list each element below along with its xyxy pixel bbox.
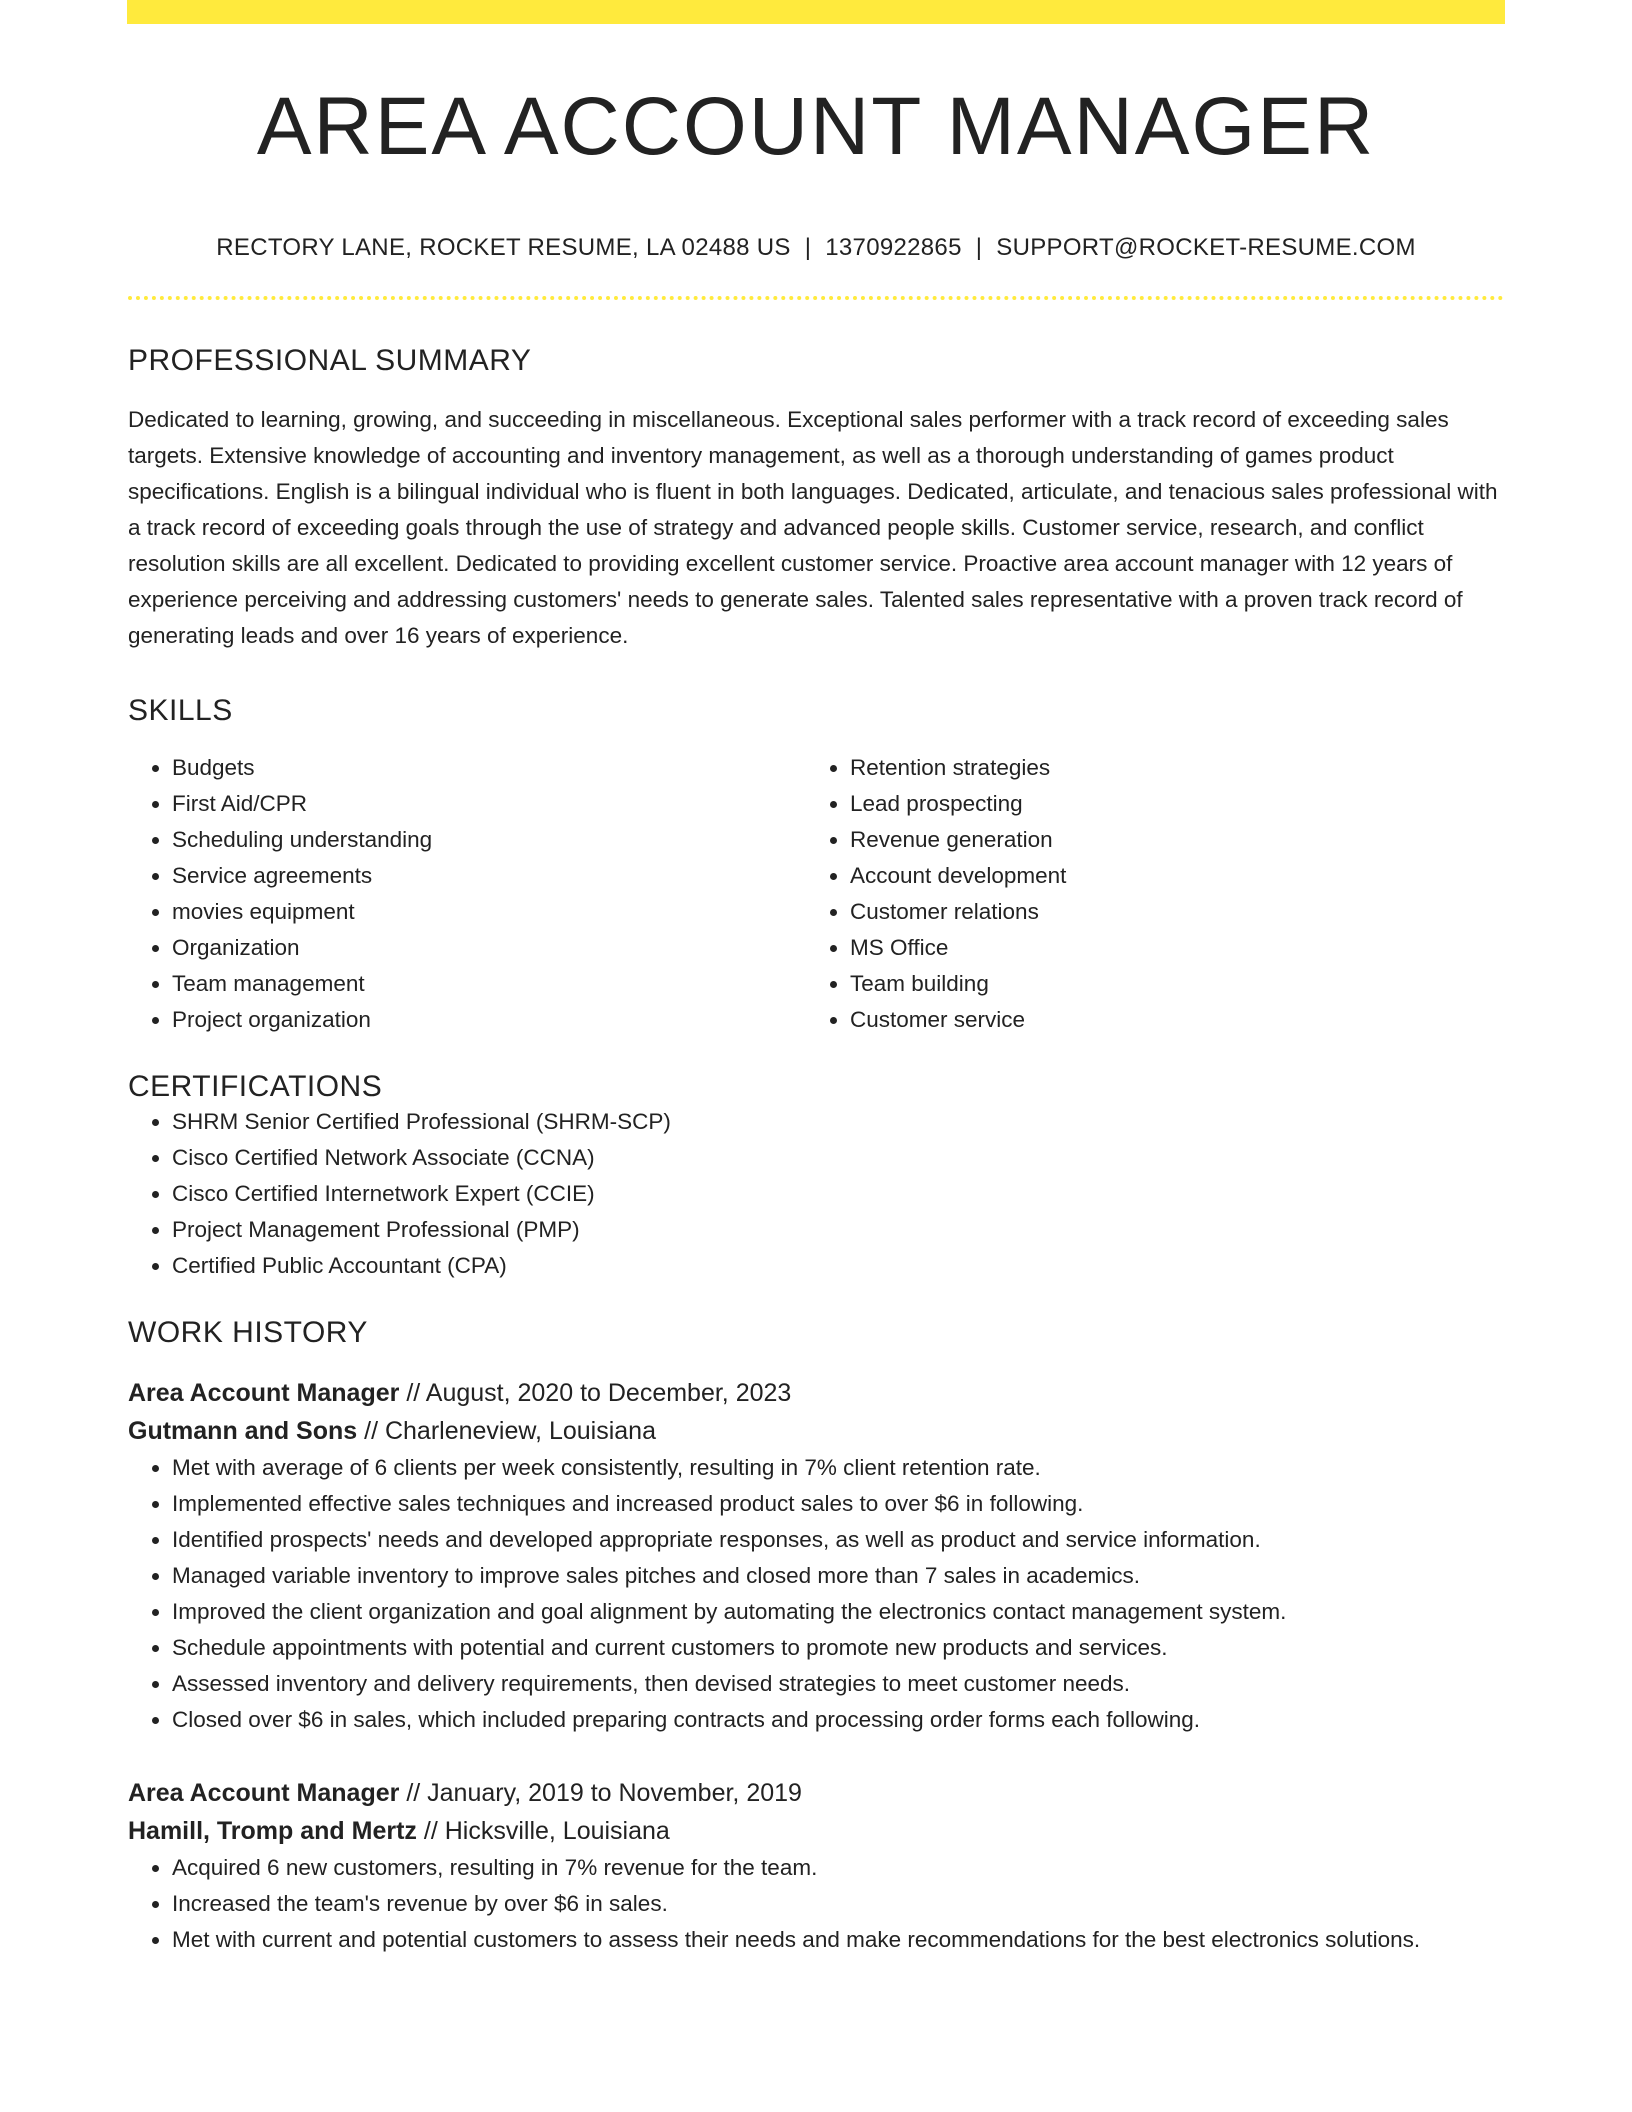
job-bullet-list: [128, 1850, 1504, 1958]
skills-list-left: [128, 750, 806, 1038]
contact-separator: |: [975, 234, 983, 261]
contact-line: [128, 234, 1504, 262]
skill-item: • Account development: [850, 858, 1484, 894]
dotted-divider: [128, 296, 1504, 300]
certification-item: • Cisco Certified Internetwork Expert (CCIE): [172, 1176, 1504, 1212]
job-bullet: • Schedule appointments with potential and current customers to promote new products and services.: [172, 1630, 1504, 1666]
work-history-list: [128, 1374, 1504, 1958]
skill-item: • Customer relations: [850, 894, 1484, 930]
skill-item: • MS Office: [850, 930, 1484, 966]
certification-item: • SHRM Senior Certified Professional (SHRM-SCP): [172, 1104, 1504, 1140]
certification-item: • Cisco Certified Network Associate (CCNA): [172, 1140, 1504, 1176]
job-bullet: • Increased the team's revenue by over $6 in sales.: [172, 1886, 1504, 1922]
job-company: Gutmann and Sons: [128, 1417, 358, 1445]
work-history-heading: WORK HISTORY: [128, 1316, 368, 1349]
skills-columns: [128, 750, 1504, 1038]
top-accent-bar: [127, 0, 1505, 24]
contact-email: SUPPORT@ROCKET-RESUME.COM: [996, 234, 1416, 261]
job-company-line: [128, 1812, 1504, 1850]
job-dates: // August, 2020 to December, 2023: [399, 1379, 792, 1407]
job-bullet: • Met with current and potential customers to assess their needs and make recommendations for the best electronics solutions.: [172, 1922, 1504, 1958]
job-bullet: • Implemented effective sales techniques and increased product sales to over $6 in following.: [172, 1486, 1504, 1522]
job-bullet: • Identified prospects' needs and developed appropriate responses, as well as product and service information.: [172, 1522, 1504, 1558]
certification-item: • Project Management Professional (PMP): [172, 1212, 1504, 1248]
skill-item: • Organization: [172, 930, 806, 966]
job-company: Hamill, Tromp and Mertz: [128, 1817, 417, 1845]
job-location: // Charleneview, Louisiana: [357, 1417, 656, 1445]
job-role: Area Account Manager: [128, 1779, 400, 1807]
skill-item: • Team building: [850, 966, 1484, 1002]
resume-title: AREA ACCOUNT MANAGER: [256, 81, 1376, 172]
skills-heading: SKILLS: [128, 694, 233, 727]
contact-separator: |: [804, 234, 812, 261]
job-bullet: • Acquired 6 new customers, resulting in 7% revenue for the team.: [172, 1850, 1504, 1886]
job-bullet: • Assessed inventory and delivery requirements, then devised strategies to meet customer needs.: [172, 1666, 1504, 1702]
summary-text: Dedicated to learning, growing, and succeeding in miscellaneous. Exceptional sales performer with a track record of exceeding sales targets. Extensive knowledge of accounting and inventory management, as well as a thorough understanding of games product specifications. English is a bilingual individual who is fluent in both languages. Dedicated, articulate, and tenacious sales professional with a track record of exceeding goals through the use of strategy and advanced people skills. Customer service, research, and conflict resolution skills are all excellent. Dedicated to providing excellent customer service. Proactive area account manager with 12 years of experience perceiving and addressing customers' needs to generate sales. Talented sales representative with a proven track record of generating leads and over 16 years of experience.: [128, 407, 1498, 648]
skill-item: • First Aid/CPR: [172, 786, 806, 822]
skill-item: • Project organization: [172, 1002, 806, 1038]
resume-content: [128, 24, 1504, 1958]
job-company-line: [128, 1412, 1504, 1450]
skills-list-right: [806, 750, 1484, 1038]
job-title-line: [128, 1774, 1504, 1812]
job-bullet: • Closed over $6 in sales, which included preparing contracts and processing order forms each following.: [172, 1702, 1504, 1738]
job-bullet: • Managed variable inventory to improve sales pitches and closed more than 7 sales in academics.: [172, 1558, 1504, 1594]
contact-address: RECTORY LANE, ROCKET RESUME, LA 02488 US: [216, 234, 791, 261]
job-role: Area Account Manager: [128, 1379, 400, 1407]
job-bullet: • Met with average of 6 clients per week consistently, resulting in 7% client retention rate.: [172, 1450, 1504, 1486]
certification-item: • Certified Public Accountant (CPA): [172, 1248, 1504, 1284]
skill-item: • movies equipment: [172, 894, 806, 930]
skill-item: • Customer service: [850, 1002, 1484, 1038]
skill-item: • Scheduling understanding: [172, 822, 806, 858]
skills-column-right: [806, 750, 1484, 1038]
job-dates: // January, 2019 to November, 2019: [399, 1779, 802, 1807]
skill-item: • Revenue generation: [850, 822, 1484, 858]
certifications-heading: CERTIFICATIONS: [128, 1070, 383, 1103]
job-title-line: [128, 1374, 1504, 1412]
skill-item: • Retention strategies: [850, 750, 1484, 786]
certifications-list: [128, 1104, 1504, 1284]
summary-heading: PROFESSIONAL SUMMARY: [128, 344, 532, 377]
job-location: // Hicksville, Louisiana: [416, 1817, 670, 1845]
contact-phone: 1370922865: [825, 234, 962, 261]
skills-column-left: [128, 750, 806, 1038]
skill-item: • Service agreements: [172, 858, 806, 894]
job-entry: [128, 1374, 1504, 1738]
job-bullet-list: [128, 1450, 1504, 1738]
job-bullet: • Improved the client organization and goal alignment by automating the electronics contact management system.: [172, 1594, 1504, 1630]
job-entry: [128, 1774, 1504, 1958]
skill-item: • Lead prospecting: [850, 786, 1484, 822]
skill-item: • Team management: [172, 966, 806, 1002]
skill-item: • Budgets: [172, 750, 806, 786]
